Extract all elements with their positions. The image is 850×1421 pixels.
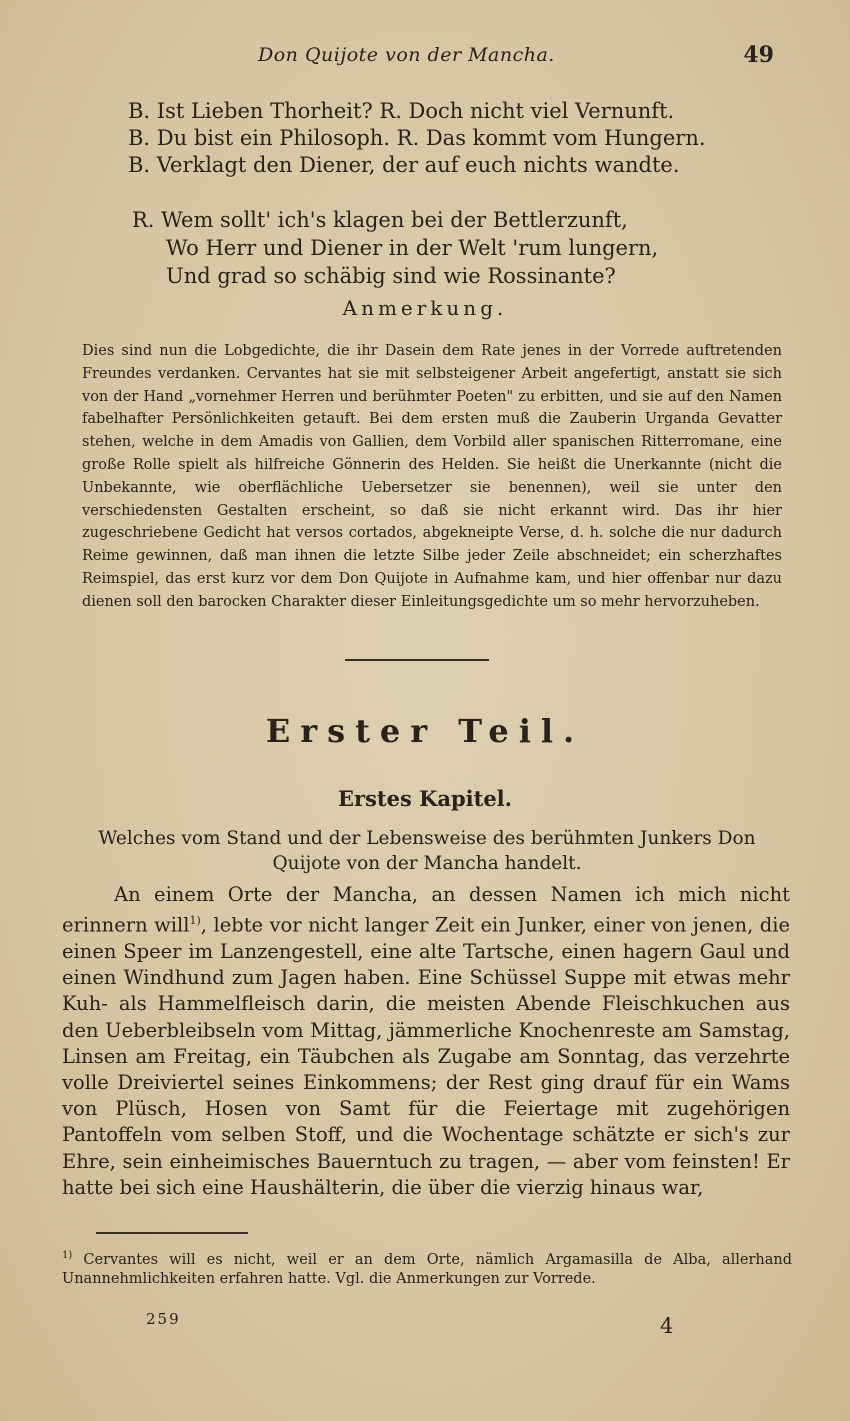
printer-signature-right: 4 [660, 1314, 674, 1338]
footnote-marker: 1) [62, 1250, 73, 1261]
running-title: Don Quijote von der Mancha. [258, 44, 555, 66]
stanza-line: Und grad so schäbig sind wie Rossinante? [166, 264, 616, 288]
main-text-rest: , lebte vor nicht langer Zeit ein Junker, einer von jenen, die einen Speer im Lanzengestell, eine alte Tartsche, einen hagern Gaul und einen Windhund zum Jagen haben. Eine Schüssel Suppe mit etwas mehr Kuh- als Hammelfleisch darin, die meisten Abende Fleischkuchen aus den Ueberbleibseln vom Mittag, jämmerliche Knochenreste am Samstag, Linsen am Freitag, ein Täubchen als Zugabe am Sonntag, das verzehrte volle Dreiviertel seines Einkommens; der Rest ging drauf für ein Wams von Plüsch, Hosen von Samt für die Feiertage mit zugehörigen Pantoffeln vom selben Stoff, und die Wochentage schätzte er sich's zur Ehre, sein einheimisches Bauerntuch zu tragen, — aber vom feinsten! Er hatte bei sich eine Haushälterin, die über die vierzig hinaus war, [62, 913, 790, 1199]
dialogue-line: B. Ist Lieben Thorheit? R. Doch nicht viel Vernunft. [128, 99, 675, 123]
chapter-title: Erstes Kapitel. [338, 786, 512, 811]
stanza-line: R. Wem sollt' ich's klagen bei der Bettlerzunft, [132, 208, 628, 232]
printer-signature-left: 259 [146, 1310, 181, 1328]
main-text [62, 882, 790, 1201]
page-number: 49 [743, 42, 774, 68]
dialogue-block [128, 98, 706, 179]
footnote-divider [96, 1232, 248, 1234]
closing-stanza [132, 206, 658, 290]
footnote [62, 1246, 792, 1289]
footnote-reference: 1) [189, 914, 201, 928]
dialogue-line: B. Verklagt den Diener, der auf euch nichts wandte. [128, 153, 680, 177]
note-heading: Anmerkung. [342, 296, 508, 320]
stanza-line: Wo Herr und Diener in der Welt 'rum lungern, [166, 236, 659, 260]
main-text-start: An einem Orte der Mancha, an dessen Namen ich mich nicht erinnern will [62, 883, 790, 937]
footnote-text: Cervantes will es nicht, weil er an dem Orte, nämlich Argamasilla de Alba, allerhand Unannehmlichkeiten erfahren hatte. Vgl. die Anmerkungen zur Vorrede. [62, 1251, 792, 1287]
page-header [0, 44, 850, 74]
part-title: Erster Teil. [265, 712, 585, 750]
section-divider [345, 659, 489, 661]
note-body: Dies sind nun die Lobgedichte, die ihr Dasein dem Rate jenes in der Vorrede auftretenden Freundes verdanken. Cervantes hat sie mit selbsteigener Arbeit angefertigt, anstatt sie sich von der Hand „vornehmer Herren und berühmter Poeten" zu erbitten, und sie auf den Namen fabelhafter Persönlichkeiten getauft. Bei dem ersten muß die Zauberin Urganda Gevatter stehen, welche in dem Amadis von Gallien, dem Vorbild aller spanischen Ritterromane, eine große Rolle spielt als hilfreiche Gönnerin des Helden. Sie heißt die Unerkannte (nicht die Unbekannte, wie oberflächliche Uebersetzer sie benennen), weil sie unter den verschiedensten Gestalten erscheint, so daß sie nicht erkannt wird. Das ihr hier zugeschriebene Gedicht hat versos cortados, abgekneipte Verse, d. h. solche die nur dadurch Reime gewinnen, daß man ihnen die letzte Silbe jeder Zeile abschneidet; ein scherzhaftes Reimspiel, das erst kurz vor dem Don Quijote in Aufnahme kam, und hier offenbar nur dazu dienen soll den barocken Charakter dieser Einleitungsgedichte um so mehr hervorzuheben. [82, 343, 782, 610]
dialogue-line: B. Du bist ein Philosoph. R. Das kommt vom Hungern. [128, 126, 706, 150]
chapter-description: Welches vom Stand und der Lebensweise des berühmten Junkers Don Quijote von der Mancha handelt. [98, 828, 756, 874]
